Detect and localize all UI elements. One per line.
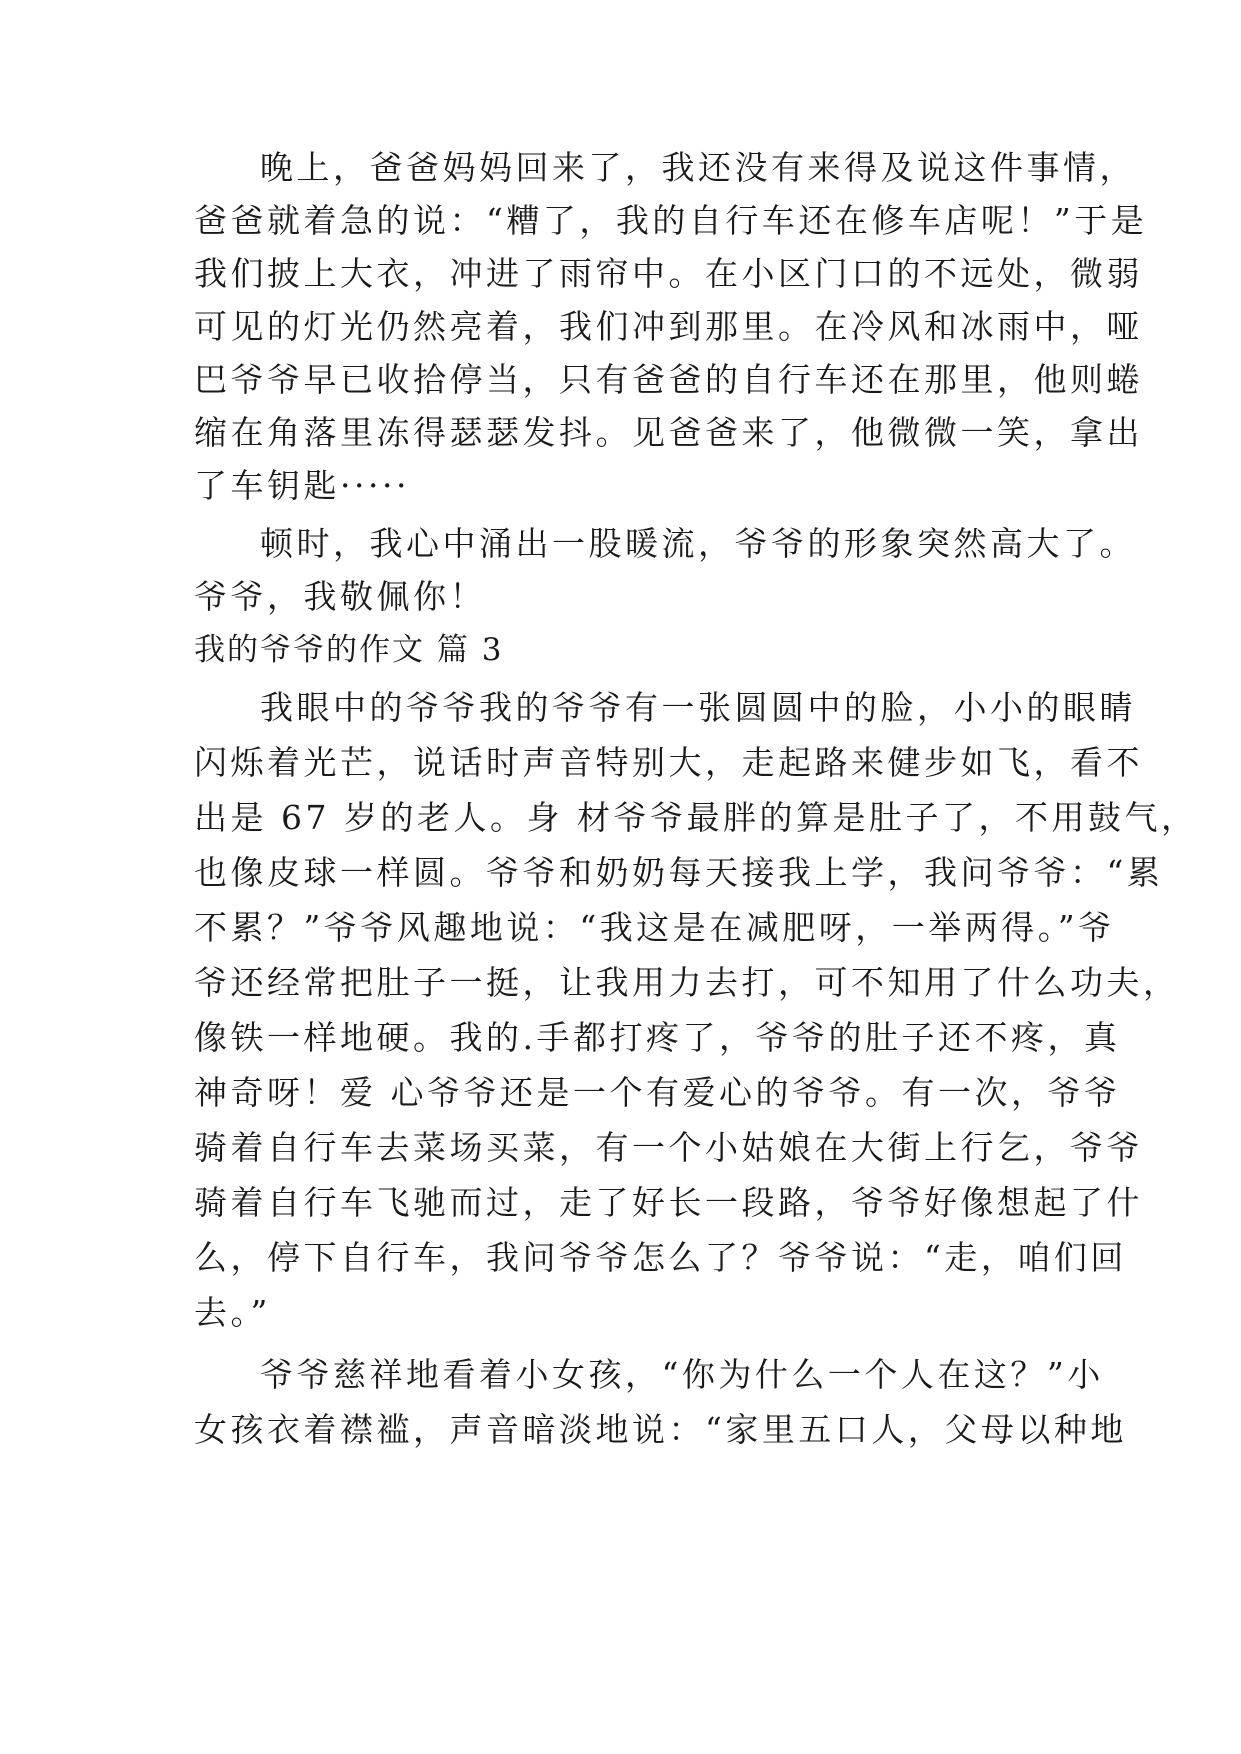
paragraph-line: 像铁一样地硬。我的.手都打疼了，爷爷的肚子还不疼，真 — [194, 1018, 1121, 1057]
paragraph-line: 巴爷爷早已收拾停当，只有爸爸的自行车还在那里，他则蜷 — [194, 360, 1143, 399]
paragraph-line: 爷还经常把肚子一挺，让我用力去打，可不知用了什么功夫， — [194, 963, 1180, 1002]
paragraph-line: 也像皮球一样圆。爷爷和奶奶每天接我上学，我问爷爷：“累 — [194, 853, 1164, 892]
paragraph-line: 骑着自行车去菜场买菜，有一个小姑娘在大街上行乞，爷爷 — [194, 1128, 1143, 1167]
paragraph-line: 晚上，爸爸妈妈回来了，我还没有来得及说这件事情， — [260, 148, 1136, 187]
paragraph-line: 我们披上大衣，冲进了雨帘中。在小区门口的不远处，微弱 — [194, 254, 1143, 293]
paragraph-line: 闪烁着光芒，说话时声音特别大，走起路来健步如飞，看不 — [194, 743, 1143, 782]
paragraph-line: 神奇呀！爱 心爷爷还是一个有爱心的爷爷。有一次，爷爷 — [194, 1073, 1121, 1112]
section-title: 我的爷爷的作文 篇 3 — [194, 632, 504, 668]
paragraph-line: 顿时，我心中涌出一股暖流，爷爷的形象突然高大了。 — [260, 524, 1136, 563]
paragraph-line: 爷爷慈祥地看着小女孩，“你为什么一个人在这？”小 — [260, 1355, 1104, 1394]
paragraph-line: 我眼中的爷爷我的爷爷有一张圆圆中的脸，小小的眼睛 — [260, 688, 1136, 727]
paragraph-line: 女孩衣着襟褴，声音暗淡地说：“家里五口人，父母以种地 — [194, 1410, 1127, 1449]
paragraph-line: 出是 67 岁的老人。身 材爷爷最胖的算是肚子了，不用鼓气， — [194, 798, 1198, 837]
paragraph-line: 不累？”爷爷风趣地说：“我这是在减肥呀，一举两得。”爷 — [194, 908, 1115, 947]
paragraph-line: 爸爸就着急的说：“糟了，我的自行车还在修车店呢！”于是 — [194, 201, 1148, 240]
paragraph-line: 去。” — [194, 1293, 271, 1332]
paragraph-line: 骑着自行车飞驰而过，走了好长一段路，爷爷好像想起了什 — [194, 1183, 1143, 1222]
paragraph-line: 么，停下自行车，我问爷爷怎么了？爷爷说：“走，咱们回 — [194, 1238, 1127, 1277]
paragraph-line: 缩在角落里冻得瑟瑟发抖。见爸爸来了，他微微一笑，拿出 — [194, 413, 1143, 452]
paragraph-line: 了车钥匙····· — [194, 466, 410, 505]
paragraph-line: 可见的灯光仍然亮着，我们冲到那里。在冷风和冰雨中，哑 — [194, 307, 1143, 346]
paragraph-line: 爷爷，我敬佩你！ — [194, 577, 486, 616]
